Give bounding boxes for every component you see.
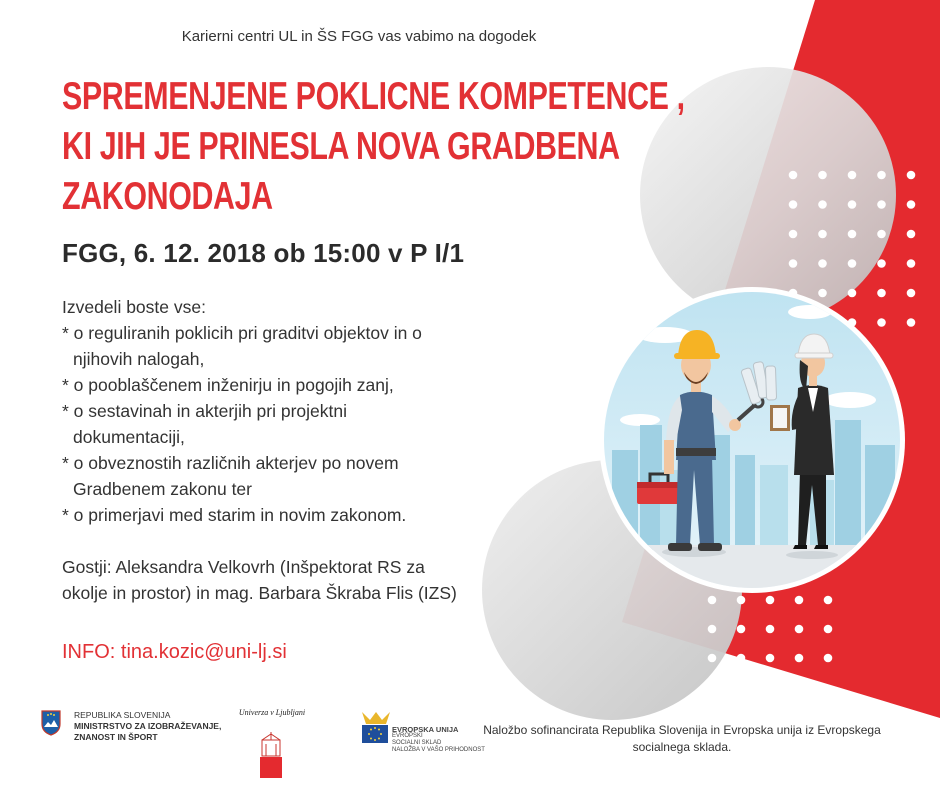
decorative-dot: [789, 200, 798, 209]
event-intro-text: Karierni centri UL in ŠS FGG vas vabimo na dogodek: [181, 28, 537, 45]
funding-statement: Naložbo sofinancirata Republika Slovenija in Evropska unija iz Evropskega socialnega sklada.: [483, 723, 881, 754]
topic-item-4-line-1: * o obveznostih različnih akterjev po novem: [62, 453, 399, 473]
decorative-dot: [737, 654, 746, 663]
decorative-dot: [824, 596, 833, 605]
event-title-line-2: KI JIH JE PRINESLA NOVA GRADBENA: [62, 125, 620, 168]
decorative-dot: [907, 200, 916, 209]
decorative-dot: [766, 654, 775, 663]
decorative-dot: [708, 596, 717, 605]
university-emblem-icon: [258, 730, 288, 778]
event-title: [62, 72, 685, 222]
decorative-dot: [708, 654, 717, 663]
decorative-dot: [877, 318, 886, 327]
ministry-line-3: ZNANOST IN ŠPORT: [74, 732, 158, 742]
decorative-dot: [907, 259, 916, 268]
decorative-dot: [848, 230, 857, 239]
decorative-dot: [877, 289, 886, 298]
topic-item-3-line-2: dokumentaciji,: [73, 427, 185, 447]
decorative-dot: [824, 625, 833, 634]
eu-esf-logo: [360, 710, 485, 753]
decorative-dot: [818, 200, 827, 209]
decorative-dot: [789, 259, 798, 268]
ministry-line-2: MINISTRSTVO ZA IZOBRAŽEVANJE,: [74, 721, 222, 731]
decorative-dot: [737, 625, 746, 634]
eu-line-4: NALOŽBA V VAŠO PRIHODNOST: [392, 747, 485, 753]
topic-item-1: [62, 320, 512, 372]
topic-item-5: [62, 502, 512, 528]
decorative-dot: [818, 289, 827, 298]
decorative-dot: [795, 654, 804, 663]
university-logo: [234, 708, 310, 780]
decorative-dot: [848, 259, 857, 268]
decorative-dot: [848, 171, 857, 180]
decorative-dot: [877, 230, 886, 239]
decorative-dot: [848, 200, 857, 209]
decorative-dot: [795, 625, 804, 634]
topic-item-5-line-1: * o primerjavi med starim in novim zakonom.: [62, 505, 407, 525]
decorative-dot: [877, 171, 886, 180]
topic-item-1-line-1: * o reguliranih poklicih pri graditvi objektov in o: [62, 323, 422, 343]
decorative-dot: [877, 259, 886, 268]
topic-item-3: [62, 398, 512, 450]
decorative-dot: [737, 596, 746, 605]
decorative-dot: [824, 654, 833, 663]
slovenia-coat-of-arms-icon: [40, 710, 62, 736]
decorative-dot: [818, 259, 827, 268]
event-title-line-1: SPREMENJENE POKLICNE KOMPETENCE ,: [62, 75, 685, 118]
guests-line-1: Gostji: Aleksandra Velkovrh (Inšpektorat RS za: [62, 557, 425, 577]
topic-item-4-line-2: Gradbenem zakonu ter: [73, 479, 252, 499]
decorative-dot: [907, 230, 916, 239]
eu-line-3: SOCIALNI SKLAD: [392, 740, 442, 746]
decorative-dot: [877, 200, 886, 209]
decorative-dot: [795, 596, 804, 605]
decorative-dot: [848, 289, 857, 298]
ministry-logo: [38, 708, 228, 748]
decorative-dot: [818, 230, 827, 239]
decorative-dot: [907, 171, 916, 180]
ministry-logo-text: [74, 710, 221, 743]
decorative-dot: [818, 171, 827, 180]
topic-item-4: [62, 450, 512, 502]
topic-item-3-line-1: * o sestavinah in akterjih pri projektni: [62, 401, 348, 421]
decorative-dot: [907, 318, 916, 327]
ministry-line-1: REPUBLIKA SLOVENIJA: [74, 710, 171, 720]
university-name: Univerza v Ljubljani: [238, 708, 306, 717]
eu-line-2: EVROPSKI: [392, 733, 423, 739]
eu-line-1: EVROPSKA UNIJA: [392, 725, 459, 734]
eu-logo-text: [392, 726, 485, 754]
event-date-location: FGG, 6. 12. 2018 ob 15:00 v P I/1: [62, 238, 465, 268]
event-guests: [62, 554, 512, 606]
decorative-dot: [766, 625, 775, 634]
decorative-dot: [708, 625, 717, 634]
workers-illustration: [599, 287, 905, 595]
decorative-dot: [789, 230, 798, 239]
topic-item-1-line-2: njihovih nalogah,: [73, 349, 205, 369]
topic-item-2: [62, 372, 512, 398]
topic-item-2-line-1: * o pooblaščenem inženirju in pogojih zanj,: [62, 375, 394, 395]
decorative-dot: [789, 171, 798, 180]
guests-line-2: okolje in prostor) in mag. Barbara Škraba Flis (IZS): [62, 583, 457, 603]
contact-info-email[interactable]: INFO: tina.kozic@uni-lj.si: [62, 641, 287, 663]
event-topics: [62, 294, 512, 528]
decorative-dot: [766, 596, 775, 605]
decorative-dot: [907, 289, 916, 298]
eu-flag-icon: [360, 710, 392, 750]
event-title-line-3: ZAKONODAJA: [62, 175, 273, 218]
topics-lead: Izvedeli boste vse:: [62, 297, 206, 317]
